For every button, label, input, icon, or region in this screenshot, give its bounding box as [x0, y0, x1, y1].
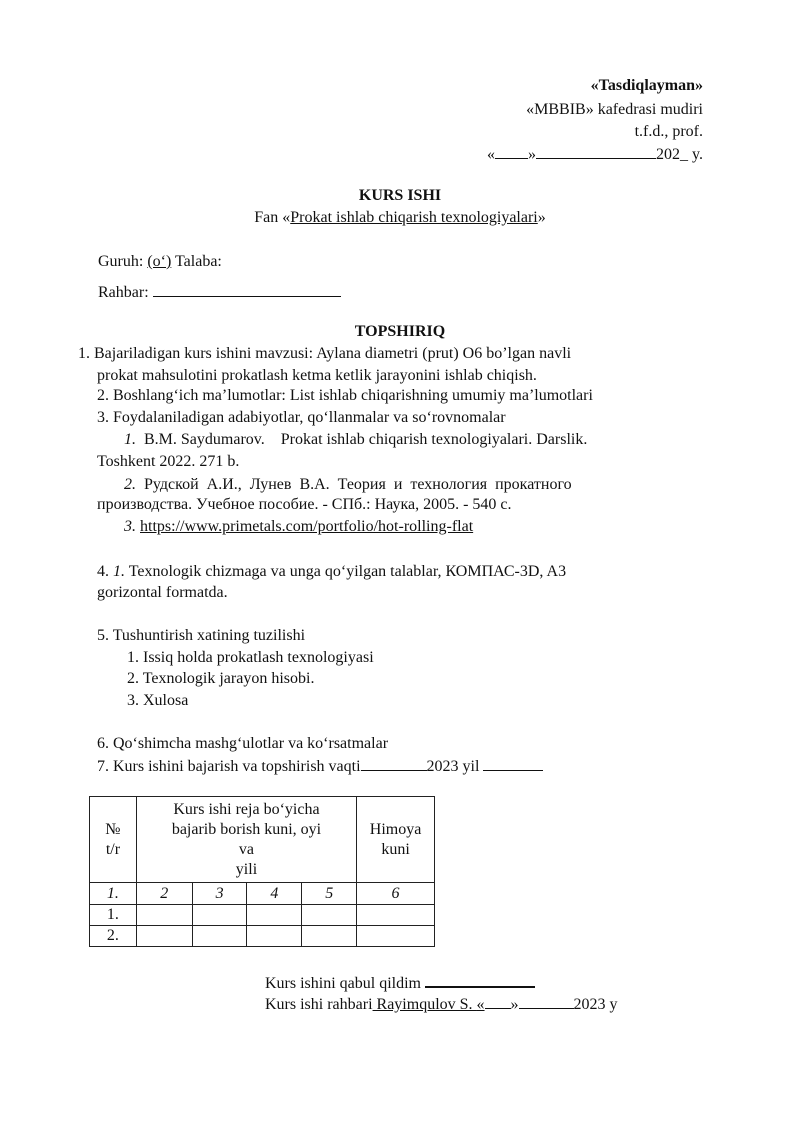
assignment-item-3: 3. Foydalaniladigan adabiyotlar, qo‘llanmalar va so‘rovnomalar [97, 409, 506, 426]
item-5-sub-3: 3. Xulosa [127, 692, 189, 709]
table-cell[interactable] [192, 926, 247, 947]
header-defense: Himoya kuni [357, 797, 435, 883]
accepted-line: Kurs ishini qabul qildim [265, 971, 535, 995]
advisor-signature-line: Kurs ishi rahbari Rayimqulov S. « » 2023 y [265, 993, 618, 1016]
advisor-line: Rahbar: [98, 281, 341, 304]
item-5-sub-2: 2. Texnologik jarayon hisobi. [127, 670, 315, 687]
table-row-label: 1. [90, 905, 137, 926]
table-cell[interactable] [302, 926, 357, 947]
group-value: (o‘) [147, 253, 172, 270]
reference-2: 2. Рудской А.И., Лунев В.А. Теория и технология прокатного [124, 476, 572, 493]
table-header-row [90, 797, 435, 883]
table-cell: 6 [357, 883, 435, 905]
table-cell[interactable] [357, 926, 435, 947]
reference-3-link[interactable]: https://www.primetals.com/portfolio/hot-rolling-flat [140, 518, 474, 535]
header-plan: Kurs ishi reja bo‘yicha bajarib borish kuni, oyi va yili [136, 797, 356, 883]
table-cell: 4 [247, 883, 302, 905]
subject-line: Fan «Prokat ishlab chiqarish texnologiyalari» [254, 209, 546, 226]
table-number-row [90, 883, 435, 905]
table-row-label: 2. [90, 926, 137, 947]
table-row [90, 926, 435, 947]
document-title: KURS ISHI [358, 187, 442, 204]
approval-position: «MBBIB» kafedrasi mudiri [526, 101, 703, 118]
table-cell[interactable] [247, 905, 302, 926]
reference-1-cont: Toshkent 2022. 271 b. [97, 453, 240, 470]
table-cell: 3 [192, 883, 247, 905]
table-cell[interactable] [357, 905, 435, 926]
table-cell[interactable] [247, 926, 302, 947]
table-cell[interactable] [192, 905, 247, 926]
item-5-sub-1: 1. Issiq holda prokatlash texnologiyasi [127, 649, 374, 666]
approval-degree: t.f.d., prof. [634, 123, 703, 140]
assignment-item-4-cont: gorizontal formatda. [97, 584, 228, 601]
schedule-table [89, 796, 435, 947]
assignment-item-4: 4. 1. Texnologik chizmaga va unga qo‘yilgan talablar, КОМПАС-3D, A3 [97, 563, 567, 580]
assignment-title: TOPSHIRIQ [354, 323, 446, 340]
assignment-item-7: 7. Kurs ishini bajarish va topshirish vaqti 2023 yil [97, 755, 543, 778]
reference-1: 1. B.M. Saydumarov. Prokat ishlab chiqarish texnologiyalari. Darslik. [124, 431, 588, 448]
reference-2-cont: производства. Учебное пособие. - СПб.: Наука, 2005. - 540 с. [97, 496, 512, 513]
reference-3: 3. https://www.primetals.com/portfolio/hot-rolling-flat [124, 518, 474, 535]
approval-title: «Tasdiqlayman» [590, 77, 703, 94]
table-cell[interactable] [136, 905, 192, 926]
table-cell: 1. [90, 883, 137, 905]
table-cell: 2 [136, 883, 192, 905]
assignment-item-1: 1. Bajariladigan kurs ishini mavzusi: Aylana diametri (prut) O6 bo’lgan navli [78, 345, 572, 362]
group-line: Guruh: (o‘) Talaba: [98, 253, 222, 270]
table-cell: 5 [302, 883, 357, 905]
assignment-item-1-cont: prokat mahsulotini prokatlash ketma ketlik jarayonini ishlab chiqish. [97, 367, 537, 384]
table-cell[interactable] [136, 926, 192, 947]
table-row [90, 905, 435, 926]
table-cell[interactable] [302, 905, 357, 926]
advisor-name: Rayimqulov S. [372, 996, 477, 1013]
assignment-item-5: 5. Tushuntirish xatining tuzilishi [97, 627, 306, 644]
approval-date: « » 202_ y. [487, 143, 703, 166]
assignment-item-6: 6. Qo‘shimcha mashg‘ulotlar va ko‘rsatmalar [97, 735, 389, 752]
assignment-item-2: 2. Boshlang‘ich ma’lumotlar: List ishlab chiqarishning umumiy ma’lumotlari [97, 387, 593, 404]
header-number: № t/r [90, 797, 137, 883]
subject-name: Prokat ishlab chiqarish texnologiyalari [290, 209, 538, 226]
